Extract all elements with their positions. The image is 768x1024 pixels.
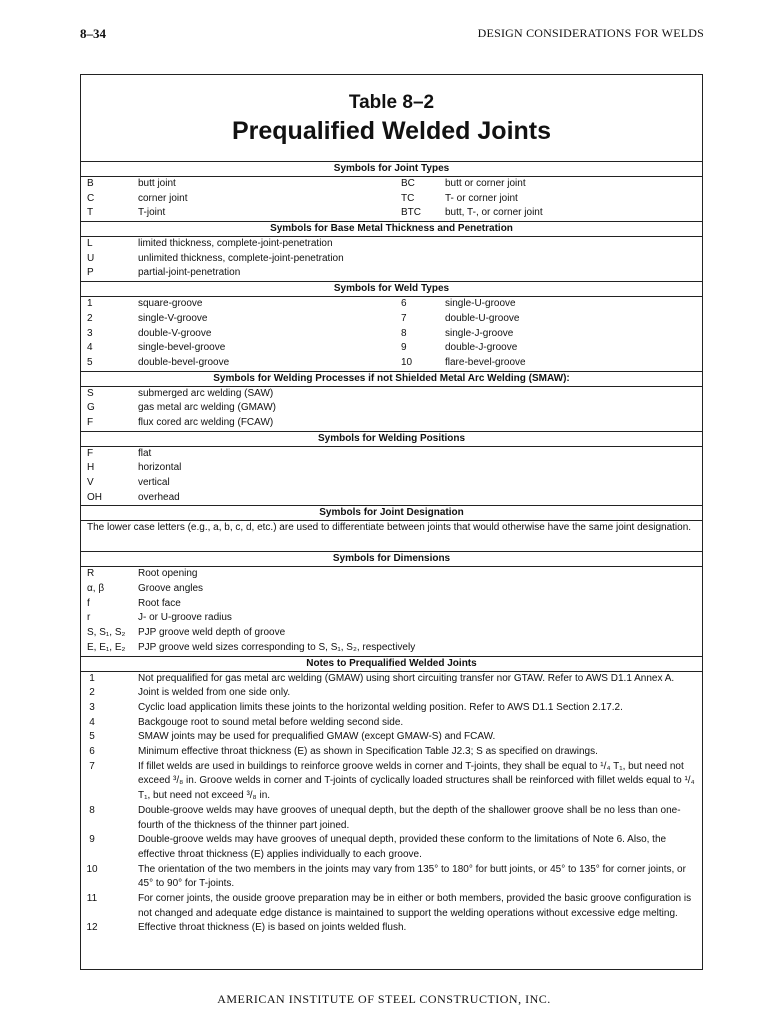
table-row — [81, 206, 702, 222]
description: flux cored arc welding (FCAW) — [138, 416, 274, 428]
table-row — [81, 252, 702, 267]
symbol: P — [87, 267, 94, 279]
page-number: 8–34 — [80, 26, 106, 41]
symbol: T — [87, 207, 94, 219]
symbol: BC — [401, 178, 415, 189]
table-row — [81, 266, 702, 282]
symbol: L — [87, 238, 93, 250]
note-text: Backgouge root to sound metal before welding second side. — [138, 716, 404, 728]
note-text: Not prequalified for gas metal arc welding (GMAW) using short circuiting transfer nor GTAW. Refer to AWS D1.1 Annex A. — [138, 672, 675, 684]
description: gas metal arc welding (GMAW) — [138, 402, 276, 414]
symbol: S — [87, 387, 94, 399]
symbol: V — [87, 477, 94, 488]
note-number: 7 — [89, 760, 95, 772]
section-heading-designation: Symbols for Joint Designation — [81, 506, 702, 521]
symbol: R — [87, 568, 95, 580]
symbol: OH — [87, 491, 102, 503]
note-text: Double-groove welds may have grooves of unequal depth, but the depth of the shallower groove shall be no less than one-fourth of the thickness of the thinner part joined. — [138, 804, 681, 831]
note-number: 8 — [89, 804, 95, 816]
table-row — [81, 237, 702, 252]
note-text: SMAW joints may be used for prequalified GMAW (except GMAW-S) and FCAW. — [138, 731, 496, 743]
description: J- or U-groove radius — [138, 612, 232, 624]
symbol: α, β — [87, 583, 105, 595]
note-text: Joint is welded from one side only. — [138, 687, 291, 699]
table-row — [81, 461, 702, 476]
description: horizontal — [138, 462, 182, 474]
description: submerged arc welding (SAW) — [138, 387, 274, 399]
description: double-bevel-groove — [138, 356, 230, 368]
table-number: Table 8–2 — [348, 92, 435, 113]
table-row — [81, 177, 702, 192]
table-row — [81, 611, 702, 626]
symbol: 5 — [87, 356, 93, 368]
table-title: Prequalified Welded Joints — [231, 117, 552, 145]
table-row — [81, 491, 702, 507]
symbol: 8 — [401, 327, 407, 339]
symbol: 6 — [401, 298, 407, 310]
description: double-V-groove — [138, 327, 212, 339]
note-item — [81, 686, 702, 701]
note-item — [81, 730, 702, 745]
note-text: Effective throat thickness (E) is based on joints welded flush. — [138, 922, 407, 934]
note-number: 5 — [89, 731, 95, 743]
section-heading-dimensions: Symbols for Dimensions — [81, 552, 702, 567]
description: single-V-groove — [138, 312, 208, 324]
table-row — [81, 341, 702, 356]
table-row — [81, 626, 702, 641]
note-item — [81, 863, 702, 892]
description: Groove angles — [138, 583, 204, 595]
table-row — [81, 192, 702, 207]
table-row — [81, 582, 702, 597]
note-item — [81, 701, 702, 716]
description: overhead — [138, 491, 180, 503]
description: PJP groove weld sizes corresponding to S, S₁, S₂, respectively — [138, 641, 416, 653]
table-row — [81, 312, 702, 327]
section-heading-joint-types: Symbols for Joint Types — [81, 162, 702, 177]
note-number: 10 — [86, 863, 98, 875]
note-item — [81, 833, 702, 862]
table-row — [81, 401, 702, 416]
description: flare-bevel-groove — [445, 356, 526, 368]
designation-text: The lower case letters (e.g., a, b, c, d, etc.) are used to differentiate between joints that would otherwise have the same joint designation. — [81, 521, 702, 552]
symbol: B — [87, 178, 94, 189]
symbol: 1 — [87, 298, 93, 310]
note-item — [81, 716, 702, 731]
symbol: 4 — [87, 342, 93, 354]
description: unlimited thickness, complete-joint-penetration — [138, 252, 344, 264]
description: T- or corner joint — [445, 192, 518, 204]
symbol: 9 — [401, 342, 407, 354]
description: double-U-groove — [445, 312, 520, 324]
section-heading-weld-types: Symbols for Weld Types — [81, 282, 702, 297]
table-row — [81, 641, 702, 657]
description: butt joint — [138, 178, 176, 189]
section-heading-processes: Symbols for Welding Processes if not Shielded Metal Arc Welding (SMAW): — [81, 372, 702, 387]
table-row — [81, 416, 702, 432]
table-frame — [80, 74, 703, 970]
symbol: r — [87, 612, 91, 624]
table-row — [81, 567, 702, 582]
symbol: f — [87, 597, 90, 609]
description: single-J-groove — [445, 327, 514, 339]
description: Root opening — [138, 568, 198, 580]
note-item — [81, 745, 702, 760]
symbol: F — [87, 447, 94, 459]
table-row — [81, 476, 702, 491]
note-item — [81, 892, 702, 921]
symbol: G — [87, 402, 95, 414]
description: Root face — [138, 597, 181, 609]
description: vertical — [138, 477, 170, 488]
description: butt or corner joint — [445, 178, 526, 189]
running-title: DESIGN CONSIDERATIONS FOR WELDS — [477, 26, 704, 40]
table-row — [81, 387, 702, 402]
description: single-U-groove — [445, 298, 516, 310]
note-text: If fillet welds are used in buildings to reinforce groove welds in corner and T-joints, they shall be equal to ¹/₄ T₁, but need not exceed ³/₈ in. Groove welds in corner and T-joints of cyclically loaded structures shall be reinforced with fillet welds equal to ¹/₄ T₁, but need not exceed ³/₈ in. — [138, 760, 695, 802]
description: butt, T-, or corner joint — [445, 207, 543, 219]
note-number: 4 — [89, 716, 95, 728]
description: PJP groove weld depth of groove — [138, 627, 286, 639]
note-number: 6 — [89, 746, 95, 758]
description: single-bevel-groove — [138, 342, 226, 354]
section-heading-positions: Symbols for Welding Positions — [81, 432, 702, 447]
symbol: H — [87, 462, 95, 474]
note-text: The orientation of the two members in the joints may vary from 135° to 180° for butt joints, or 45° to 135° for corner joints, or 45° to 90° for T-joints. — [138, 863, 686, 890]
page-footer: AMERICAN INSTITUTE OF STEEL CONSTRUCTION, INC. — [217, 992, 551, 1006]
description: double-J-groove — [445, 342, 518, 354]
symbol: E, E₁, E₂ — [87, 641, 126, 653]
description: limited thickness, complete-joint-penetration — [138, 238, 333, 250]
table-row — [81, 356, 702, 372]
description: corner joint — [138, 192, 188, 204]
note-item — [81, 672, 702, 687]
description: T-joint — [138, 207, 166, 219]
section-heading-base-metal: Symbols for Base Metal Thickness and Penetration — [81, 222, 702, 237]
symbol: 2 — [87, 312, 93, 324]
description: partial-joint-penetration — [138, 267, 241, 279]
page-header — [80, 26, 704, 42]
table-row — [81, 327, 702, 342]
note-item — [81, 804, 702, 833]
symbol: 3 — [87, 327, 93, 339]
symbol: S, S₁, S₂ — [87, 627, 126, 639]
symbol: C — [87, 192, 95, 204]
note-number: 1 — [89, 672, 95, 684]
note-number: 2 — [89, 687, 95, 699]
description: flat — [138, 447, 152, 459]
note-text: Double-groove welds may have grooves of unequal depth, provided these conform to the limitations of Note 6. Also, the effective throat thickness (E) applies individually to each groove. — [138, 834, 667, 860]
description: square-groove — [138, 298, 203, 310]
symbol: U — [87, 252, 95, 264]
note-item — [81, 921, 702, 936]
note-number: 3 — [89, 701, 95, 713]
symbol: 10 — [401, 356, 413, 368]
note-number: 11 — [86, 893, 98, 905]
table-row — [81, 297, 702, 312]
note-number: 9 — [89, 834, 95, 846]
note-text: Minimum effective throat thickness (E) as shown in Specification Table J2.3; S as specified on drawings. — [138, 746, 598, 758]
symbol: TC — [401, 192, 415, 204]
symbol: BTC — [401, 207, 421, 219]
section-heading-notes: Notes to Prequalified Welded Joints — [81, 657, 702, 672]
table-row — [81, 447, 702, 462]
note-item — [81, 760, 702, 804]
note-text: Cyclic load application limits these joints to the horizontal welding position. Refer to AWS D1.1 Section 2.17.2. — [138, 701, 623, 713]
symbol: F — [87, 416, 94, 428]
table-content — [81, 162, 702, 936]
table-title-block — [81, 75, 702, 162]
symbol: 7 — [401, 312, 407, 324]
table-row — [81, 597, 702, 612]
note-number: 12 — [86, 922, 98, 934]
note-text: For corner joints, the ouside groove preparation may be in either or both members, provided the basic groove configuration is not changed and adequate edge distance is maintained to support the welding operations without excessive edge melting. — [138, 893, 692, 919]
